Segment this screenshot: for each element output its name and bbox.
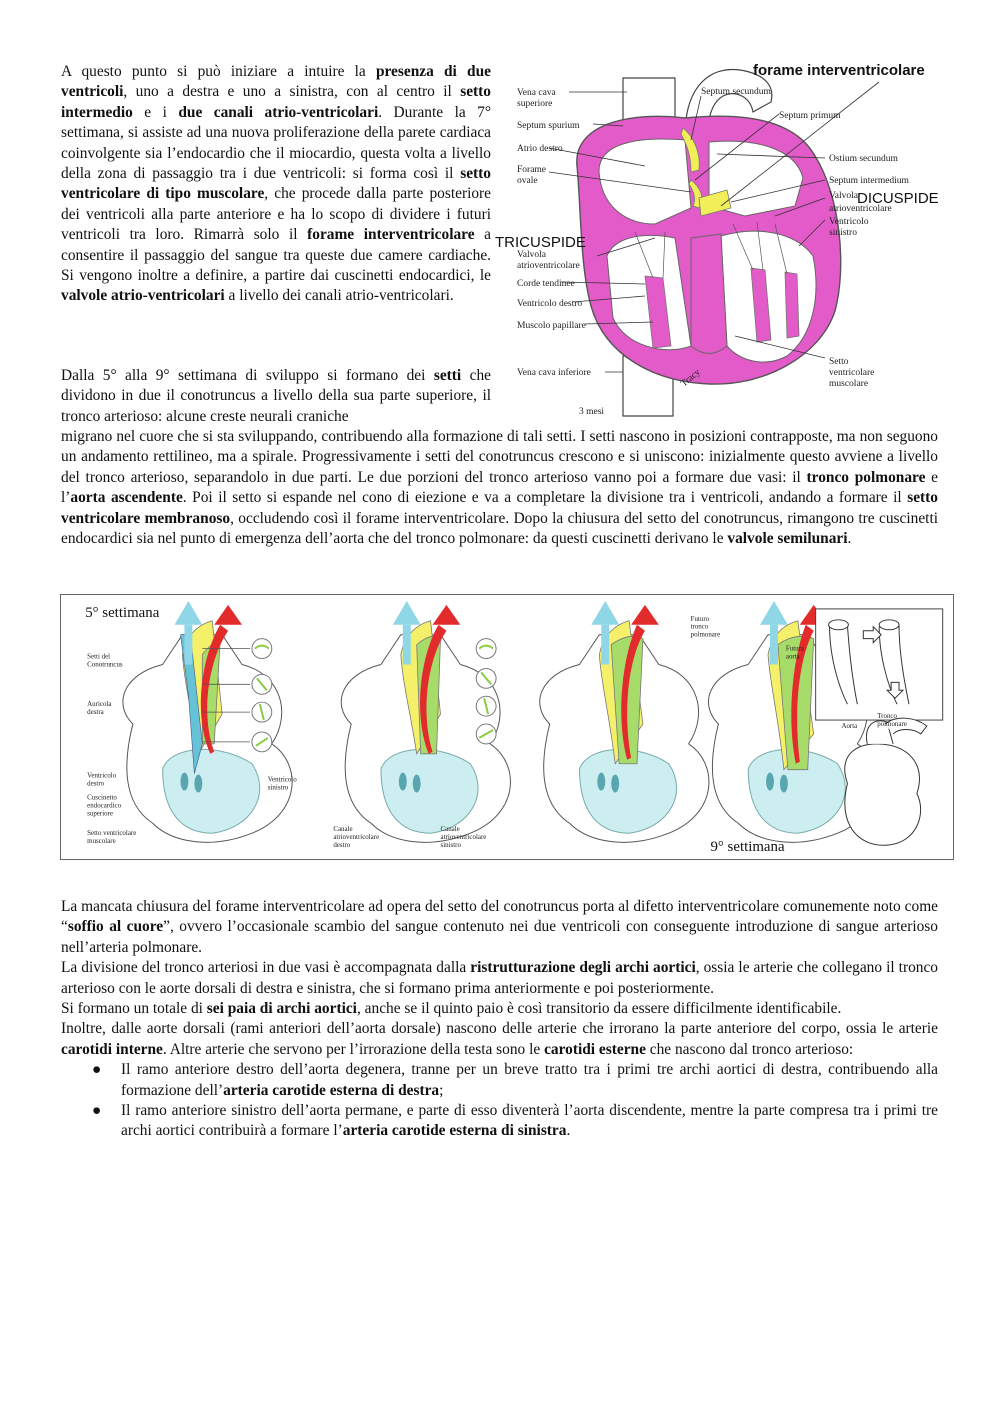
text-run: La mancata chiusura del forame interventricolare ad opera del setto del conotruncus porta al difetto interventricolare comunemente noto come “	[61, 898, 938, 936]
text-run: che nascono dal tronco arterioso:	[645, 1040, 854, 1058]
label-forame-ovale: ovale	[517, 176, 538, 186]
label-vena-cava-inferiore: Vena cava inferiore	[517, 368, 591, 378]
label-vena-cava-superiore: superiore	[517, 99, 553, 109]
label-eta: 3 mesi	[579, 407, 605, 417]
bold-term: arteria carotide esterna di destra	[223, 1081, 440, 1099]
valve-inset	[816, 609, 943, 720]
text-run: a livello dei canali atrio-ventricolari.	[224, 287, 454, 305]
text-run: . Altre arterie che servono per l’irrorazione della testa sono le	[162, 1040, 545, 1058]
bold-term: soffio al cuore	[67, 918, 164, 936]
lower-text-block	[61, 897, 938, 1142]
label-cuscinetto: Cuscinetto	[87, 793, 117, 802]
label-cuscinetto: superiore	[87, 809, 113, 818]
bold-term: setto ventricolare di tipo muscolare	[61, 165, 491, 203]
text-run: migrano nel cuore che si sta sviluppando, contribuendo alla formazione di tali setti. I setti nascono in posizioni contrapposte, ma non seguono un andamento rettilineo, ma a spirale. Progressivamente i setti del conotruncus crescono e si uniscono: inizialmente questo avviene a livello del tronco arterioso, separandolo in due parti. Le due porzioni del tronco arterioso vanno poi a formare due vasi: il	[61, 428, 938, 486]
label-futura-aorta: aorta	[785, 652, 800, 661]
bold-term: carotidi interne	[61, 1040, 163, 1058]
label-dicuspide: DICUSPIDE	[857, 190, 939, 207]
text-run: , che procede dalla parte posteriore dei ventricoli alla parte anteriore e ha lo scopo di dividere i futuri ventricoli tra loro. Rimarrà solo il	[61, 185, 491, 244]
text-run: La divisione del tronco arteriosi in due vasi è accompagnata dalla	[61, 959, 471, 977]
label-setto-ventricolare: muscolare	[829, 379, 869, 389]
label-septum-primum: Septum primum	[779, 111, 841, 121]
paragraph-sei-paia	[61, 999, 938, 1019]
text-run: Il ramo anteriore destro dell’aorta degenera, tranne per un breve tratto tra i primi tre archi aortici di destra, contribuendo alla formazione dell’	[121, 1061, 938, 1099]
setto-ventricolare-shape	[691, 234, 727, 354]
label-cuscinetto: endocardico	[87, 801, 122, 810]
text-run: e i	[132, 103, 179, 121]
label-valvola-sinistra: atrioventricolare	[829, 204, 892, 214]
intro-paragraph	[61, 62, 491, 307]
text-run: , occludendo così il forame interventricolare. Dopo la chiusura del setto del conotruncus, rimangono tre cuscinetti endocardici sia nel punto di emergenza dell’aorta che del tronco polmonare: da questi cuscinetti derivano le	[61, 509, 938, 548]
label-vena-cava-superiore: Vena cava	[517, 88, 556, 98]
bullet-list	[61, 1060, 938, 1142]
bold-term: tronco polmonare	[806, 468, 926, 486]
label-futuro-tronco: Futuro	[690, 614, 710, 623]
bold-term: sei paia di archi aortici	[206, 1000, 357, 1018]
label-canale-sinistro: Canale	[440, 825, 460, 834]
bold-term: forame interventricolare	[307, 226, 475, 244]
text-run: , anche se il quinto paio è così transitorio da essere difficilmente identificabile.	[356, 1000, 842, 1018]
bold-term: carotidi esterne	[544, 1040, 646, 1058]
text-run: Inoltre, dalle aorte dorsali (rami anteriori dell’aorta dorsale) nascono delle arterie che irrorano la parte anteriore del corpo, ossia le arterie	[61, 1020, 938, 1038]
development-illustration	[61, 595, 953, 859]
conotruncus-paragraph-start	[61, 366, 491, 427]
text-run: Dalla 5° alla 9° settimana di sviluppo si formano dei	[61, 367, 434, 384]
paragraph-archi	[61, 958, 938, 999]
label-tronco-polmonare: polmonare	[877, 720, 907, 729]
label-futura-aorta: Futura	[785, 644, 805, 653]
bold-term: setto ventricolare membranoso	[61, 489, 939, 527]
label-tricuspide: TRICUSPIDE	[495, 234, 586, 251]
text-run: .	[566, 1122, 571, 1140]
bullet-icon: ●	[92, 1102, 102, 1120]
text-run: Il ramo anteriore sinistro dell’aorta permane, e parte di esso diventerà l’aorta discendente, mentre la parte compresa tra i primi tre archi aortici contribuirà a formare l’	[121, 1102, 938, 1140]
muscolo-papillare-sinistro-shape	[785, 272, 799, 338]
text-run: che dividono in due il conotruncus a livello della sua parte superiore, il tronco arterioso: alcune creste neurali craniche	[61, 367, 491, 425]
label-corde-tendinee: Corde tendinee	[517, 279, 575, 289]
bold-term: presenza di due ventricoli	[61, 63, 491, 101]
label-canale-sinistro: sinistro	[440, 841, 461, 850]
label-canale-destro: Canale	[333, 825, 353, 834]
label-setto-ventricolare: Setto	[829, 357, 849, 367]
label-atrio-destro: Atrio destro	[517, 144, 563, 154]
conotruncus-development-figure	[60, 594, 954, 860]
figure-title: forame interventricolare	[753, 62, 925, 79]
stage-3-heart	[540, 601, 709, 842]
label-setti: Setti del	[87, 652, 111, 661]
artist-signature: Tracy	[679, 367, 703, 390]
label-auricola: Auricola	[87, 700, 112, 709]
label-canale-sinistro: atrioventricolare	[440, 833, 487, 842]
text-run: . Durante la 7° settimana, si assiste ad una nuova proliferazione della parete cardiaca coinvolgente sia l’endocardio che il miocardio, questa volta a livello della zona di passaggio tra i due ventricoli: si forma così il	[61, 103, 491, 183]
label-septum-spurium: Septum spurium	[517, 121, 580, 131]
text-run: a consentire il passaggio del sangue tra queste due camere cardiache. Si vengono inoltre a definire, a partire dai cuscinetti endocardici, le	[61, 226, 491, 285]
text-run: Si formano un totale di	[61, 1000, 207, 1018]
bold-term: arteria carotide esterna di sinistra	[342, 1122, 567, 1140]
bold-term: valvole atrio-ventricolari	[61, 287, 225, 305]
heart-illustration	[495, 56, 957, 422]
label-valvola-atrioventricolare: Valvola	[517, 250, 547, 260]
text-run: A questo punto si può iniziare a intuire la	[61, 63, 376, 80]
text-run: , uno a destra e uno a sinistra, con al centro il	[123, 83, 461, 101]
heart-section-figure	[495, 56, 957, 422]
label-ventricolo-sinistro: Ventricolo	[267, 775, 297, 784]
text-run: , ossia le arterie che collegano il tronco arterioso con le aorte dorsali di destra e sinistra, che si formano prima anteriormente e poi posteriormente.	[61, 959, 938, 997]
bold-term: ristrutturazione degli archi aortici	[470, 959, 696, 977]
label-setti: Conotruncus	[87, 660, 123, 669]
label-tronco-polmonare: Tronco	[877, 712, 897, 721]
bold-term: aorta ascendente	[70, 489, 183, 507]
label-muscolo-papillare: Muscolo papillare	[517, 321, 586, 331]
label-ventricolo-sinistro: Ventricolo	[829, 217, 869, 227]
text-run: .	[847, 530, 852, 548]
label-9-settimana: 9° settimana	[710, 839, 785, 856]
label-setto-muscolare: muscolare	[87, 837, 116, 846]
text-run: e l’	[61, 468, 938, 507]
label-valvola-sinistra: Valvola	[829, 191, 859, 201]
stage-2-heart	[341, 601, 510, 842]
text-run: . Poi il setto si espande nel cono di eiezione e va a completare la divisione tra i ventricoli, andando a formare il	[182, 489, 908, 507]
list-item	[61, 1101, 938, 1142]
label-septum-secundum: Septum secundum	[701, 87, 771, 97]
label-ventricolo-destro: Ventricolo	[87, 771, 117, 780]
label-ventricolo-destro: Ventricolo destro	[517, 299, 583, 309]
label-setto-muscolare: Setto ventricolare	[87, 829, 137, 838]
paragraph-carotidi	[61, 1019, 938, 1060]
label-canale-destro: destro	[333, 841, 351, 850]
text-run: ”, ovvero l’occasionale scambio del sangue contenuto nei due ventricoli con conseguente introduzione di sangue arterioso nell’arteria polmonare.	[61, 918, 938, 956]
label-forame-ovale: Forame	[517, 165, 547, 175]
stage-1-heart	[123, 601, 292, 842]
bold-term: due canali atrio-ventricolari	[178, 103, 379, 121]
text-run: ;	[439, 1081, 444, 1099]
label-aorta: Aorta	[841, 721, 858, 730]
conotruncus-paragraph-continued	[61, 427, 938, 549]
label-ventricolo-sinistro: sinistro	[267, 783, 289, 792]
bold-term: setto intermedio	[61, 83, 491, 121]
label-ventricolo-destro: destro	[87, 779, 105, 788]
label-ventricolo-sinistro: sinistro	[829, 228, 857, 238]
label-septum-intermedium: Septum intermedium	[829, 176, 909, 186]
list-item	[61, 1060, 938, 1101]
label-futuro-tronco: polmonare	[690, 630, 721, 639]
label-ostium-secundum: Ostium secundum	[829, 154, 898, 164]
label-5-settimana: 5° settimana	[85, 604, 160, 621]
bold-term: valvole semilunari	[727, 530, 848, 548]
label-futuro-tronco: tronco	[690, 622, 709, 631]
bullet-icon: ●	[92, 1061, 102, 1079]
paragraph-soffio	[61, 897, 938, 958]
label-auricola: destra	[87, 708, 104, 717]
label-canale-destro: atrioventricolare	[333, 833, 380, 842]
label-valvola-atrioventricolare: atrioventricolare	[517, 261, 580, 271]
bold-term: setti	[433, 367, 462, 384]
label-setto-ventricolare: ventricolare	[829, 368, 875, 378]
